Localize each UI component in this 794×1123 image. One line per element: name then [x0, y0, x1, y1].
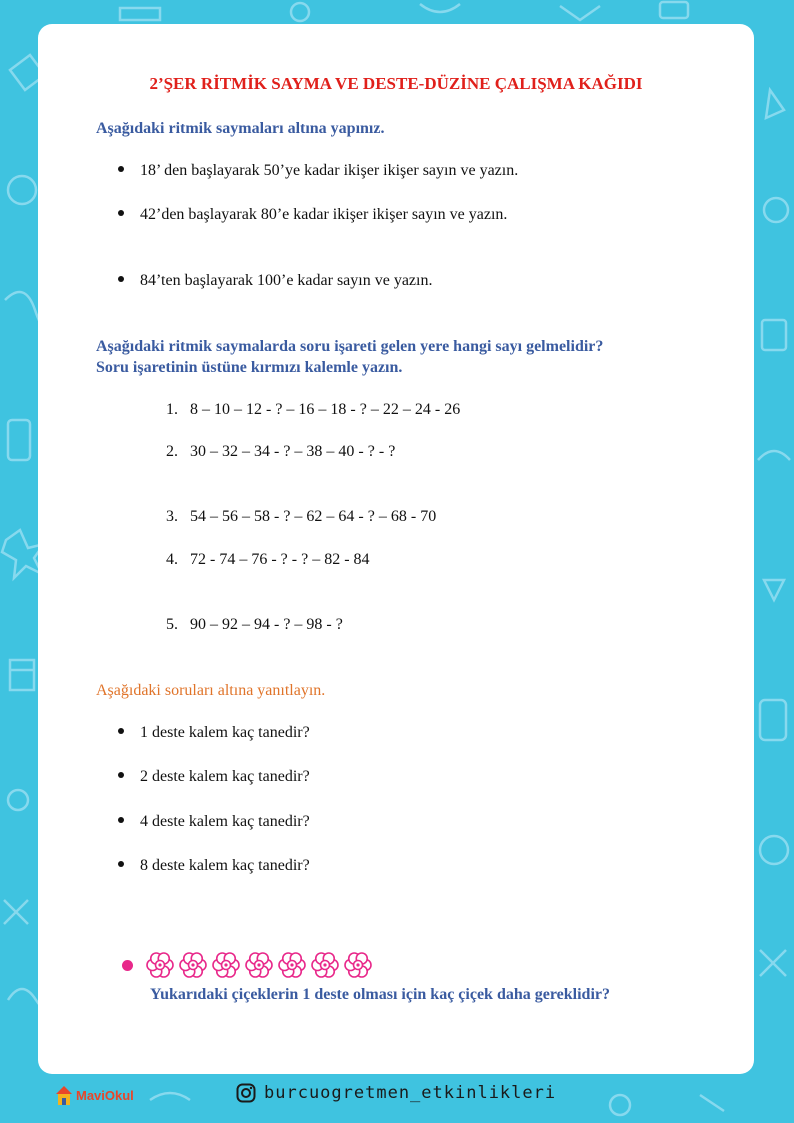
list-item: 2. 30 – 32 – 34 - ? – 38 – 40 - ? - ?: [166, 443, 396, 460]
section1-heading: Aşağıdaki ritmik saymaları altına yapınız.: [96, 120, 385, 137]
flower-icon: [277, 950, 307, 980]
logo-text: MaviOkul: [76, 1087, 134, 1103]
bullet-icon: [118, 276, 124, 282]
list-item: 84’ten başlayarak 100’e kadar sayın ve yazın.: [118, 272, 432, 290]
bullet-icon: [118, 210, 124, 216]
bullet-icon: [118, 728, 124, 734]
flower-icon: [178, 950, 208, 980]
list-item: 1 deste kalem kaç tanedir?: [118, 724, 310, 742]
list-item: 8 deste kalem kaç tanedir?: [118, 857, 310, 875]
page-title: 2’ŞER RİTMİK SAYMA VE DESTE-DÜZİNE ÇALIŞMA KAĞIDI: [149, 74, 643, 93]
list-item: 1. 8 – 10 – 12 - ? – 16 – 18 - ? – 22 – 24 - 26: [166, 401, 461, 418]
pink-bullet-icon: [122, 960, 133, 971]
school-house-icon: [54, 1084, 74, 1106]
flowers-row: [122, 950, 376, 980]
flower-question: Yukarıdaki çiçeklerin 1 deste olması için kaç çiçek daha gereklidir?: [150, 986, 610, 1003]
section3-heading: Aşağıdaki soruları altına yanıtlayın.: [96, 682, 326, 699]
flower-icon: [343, 950, 373, 980]
bullet-icon: [118, 166, 124, 172]
list-item: 4. 72 - 74 – 76 - ? - ? – 82 - 84: [166, 551, 370, 568]
list-item: 4 deste kalem kaç tanedir?: [118, 813, 310, 831]
flower-icon: [211, 950, 241, 980]
flower-icon: [310, 950, 340, 980]
bullet-icon: [118, 772, 124, 778]
bullet-icon: [118, 817, 124, 823]
bullet-icon: [118, 861, 124, 867]
maviokul-logo: [54, 1084, 134, 1106]
list-item: 2 deste kalem kaç tanedir?: [118, 768, 310, 786]
list-item: 3. 54 – 56 – 58 - ? – 62 – 64 - ? – 68 - 70: [166, 508, 437, 525]
instagram-handle: [236, 1083, 556, 1103]
list-item: 42’den başlayarak 80’e kadar ikişer ikişer sayın ve yazın.: [118, 206, 507, 224]
handle-text: burcuogretmen_etkinlikleri: [264, 1083, 557, 1103]
instagram-icon: [236, 1083, 256, 1103]
section2-heading-line1: Aşağıdaki ritmik saymalarda soru işareti gelen yere hangi sayı gelmelidir?: [96, 338, 604, 355]
section2-heading-line2: Soru işaretinin üstüne kırmızı kalemle yazın.: [96, 359, 403, 376]
list-item: 5. 90 – 92 – 94 - ? – 98 - ?: [166, 616, 343, 633]
flower-icon: [244, 950, 274, 980]
flower-icon: [145, 950, 175, 980]
list-item: 18’ den başlayarak 50’ye kadar ikişer ikişer sayın ve yazın.: [118, 162, 518, 180]
worksheet-page: [38, 24, 754, 1074]
